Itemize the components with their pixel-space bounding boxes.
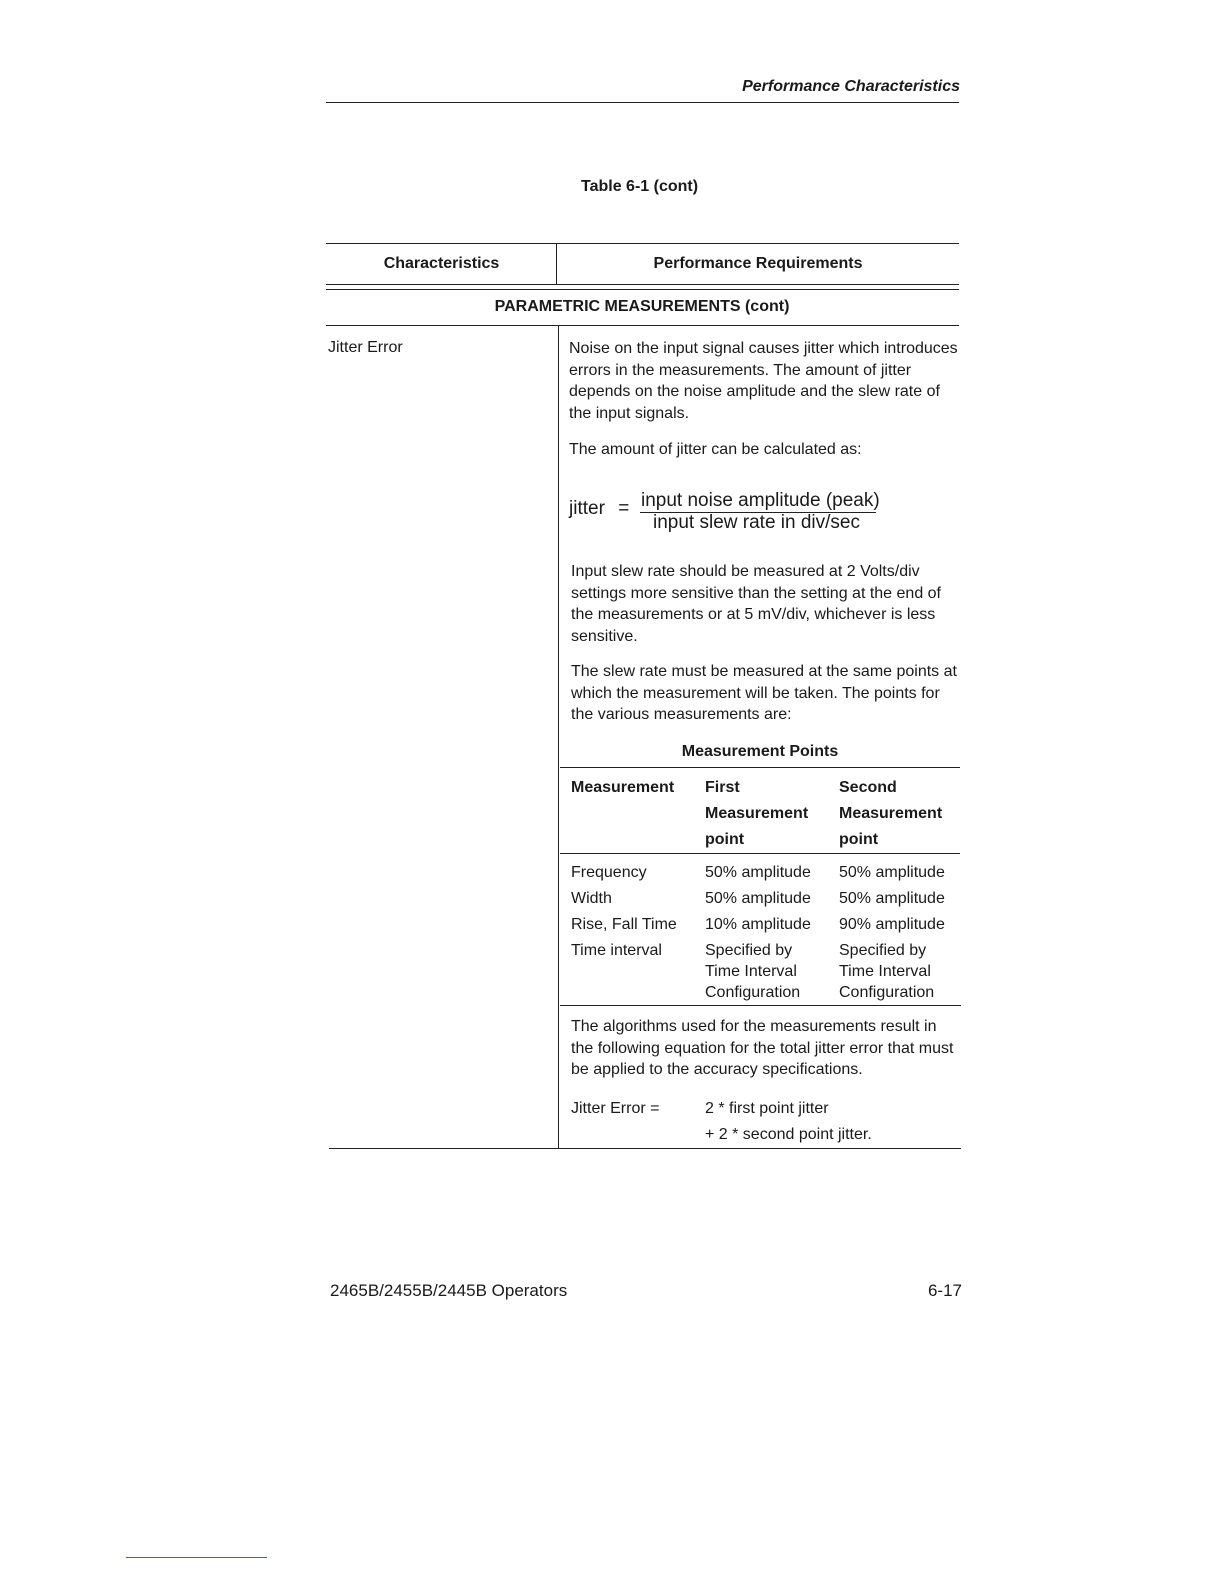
paragraph-noise: Noise on the input signal causes jitter which introduces errors in the measurements. The amount of jitter depends on the noise amplitude and the slew rate of the input signals. [569, 340, 958, 422]
table-bottom-rule [329, 1148, 961, 1149]
formula-numerator: input noise amplitude (peak) [641, 490, 880, 511]
mp-row-4-second: Specified by Time Interval Configuration [839, 942, 935, 1001]
header-bottom-rule-2 [326, 289, 959, 290]
mp-row-1-first: 50% amplitude [705, 864, 811, 881]
paragraph-calc-intro: The amount of jitter can be calculated as: [569, 441, 862, 458]
bottom-blue-rule [126, 1557, 267, 1558]
table-title: Table 6-1 (cont) [581, 178, 699, 195]
mp-row-3-first: 10% amplitude [705, 916, 811, 933]
header-rule [326, 102, 959, 103]
mp-row-3-second: 90% amplitude [839, 916, 945, 933]
formula-equals-sign: = [618, 498, 630, 519]
mp-row-2-second: 50% amplitude [839, 890, 945, 907]
section-header: PARAMETRIC MEASUREMENTS (cont) [494, 298, 790, 315]
paragraph-slew-rate-setting: Input slew rate should be measured at 2 Volts/div settings more sensitive than the setting at the end of the measurements or at 5 mV/div, whichever is less sensitive. [571, 563, 941, 645]
measurement-points-bottom-rule [560, 1005, 961, 1006]
mp-header-measurement: Measurement [571, 779, 675, 796]
mp-row-2-first: 50% amplitude [705, 890, 811, 907]
measurement-points-header-rule [560, 853, 960, 854]
jitter-error-eq-lhs: Jitter Error = [571, 1100, 660, 1117]
characteristic-name: Jitter Error [328, 339, 403, 356]
mp-row-2-measurement: Width [571, 890, 612, 907]
measurement-points-title: Measurement Points [681, 743, 839, 760]
mp-row-4-first: Specified by Time Interval Configuration [705, 942, 801, 1001]
formula-denominator: input slew rate in div/sec [653, 512, 860, 533]
col-header-characteristics: Characteristics [383, 255, 500, 272]
formula-lhs [569, 498, 629, 520]
footer-page-number: 6-17 [927, 1281, 962, 1300]
header-bottom-rule-1 [326, 284, 959, 285]
col-header-performance-requirements: Performance Requirements [653, 255, 863, 272]
body-column-divider [558, 325, 559, 1149]
mp-header-second-point: Second Measurement point [839, 779, 943, 848]
table-top-rule [326, 243, 959, 244]
mp-row-1-measurement: Frequency [571, 864, 647, 881]
section-bottom-rule [326, 325, 959, 326]
formula-jitter-label: jitter [569, 498, 605, 519]
mp-header-first-point: First Measurement point [705, 779, 809, 848]
mp-row-1-second: 50% amplitude [839, 864, 945, 881]
mp-row-3-measurement: Rise, Fall Time [571, 916, 677, 933]
mp-row-4-measurement: Time interval [571, 942, 662, 959]
paragraph-slew-rate-points: The slew rate must be measured at the same points at which the measurement will be taken. The points for the various measurements are: [571, 663, 957, 723]
jitter-error-eq-line1: 2 * first point jitter [705, 1100, 829, 1117]
jitter-error-eq-line2: + 2 * second point jitter. [705, 1126, 872, 1143]
running-header-title: Performance Characteristics [742, 78, 960, 95]
paragraph-algorithms: The algorithms used for the measurements result in the following equation for the total jitter error that must be applied to the accuracy specifications. [571, 1018, 954, 1078]
footer-manual-title: 2465B/2455B/2445B Operators [330, 1281, 568, 1300]
measurement-points-top-rule [560, 767, 960, 768]
